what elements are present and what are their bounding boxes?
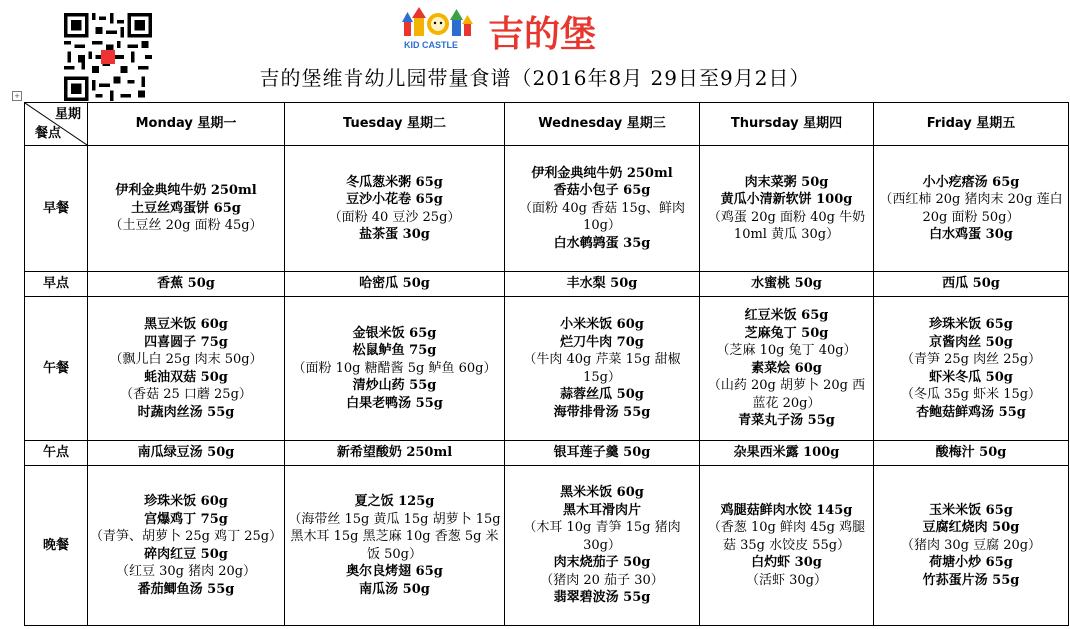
ingredient-line: （牛肉 40g 芹菜 15g 甜椒 15g） <box>523 352 681 385</box>
dish-line: 伊利金典纯牛奶 250ml <box>531 165 673 181</box>
ingredient-line: （山药 20g 胡萝卜 20g 西蓝花 20g） <box>707 378 866 411</box>
ingredient-line: （面粉 40g 香菇 15g、鲜肉 10g） <box>518 200 686 234</box>
menu-cell <box>505 466 700 626</box>
day-header: Tuesday 星期二 <box>285 103 505 146</box>
dish-line: 蒜蓉丝瓜 50g <box>560 387 644 402</box>
meal-label: 午点 <box>25 441 88 466</box>
meal-label: 早餐 <box>25 146 88 272</box>
ingredient-line: （土豆丝 20g 面粉 45g） <box>109 218 263 234</box>
meal-row <box>25 297 1069 441</box>
dish-line: 京酱肉丝 50g <box>929 334 1013 350</box>
ingredient-line: （海带丝 15g 黄瓜 15g 胡萝卜 15g 黑木耳 15g 黑芝麻 10g 香葱 5g 米饭 50g） <box>288 511 501 562</box>
dish-line: 珍珠米饭 65g <box>929 317 1013 332</box>
dish-line: 小小疙瘩汤 65g <box>922 174 1020 190</box>
dish-line: 蚝油双菇 50g <box>144 369 228 385</box>
dish-line: 青菜丸子汤 55g <box>738 413 835 429</box>
menu-cell <box>874 466 1069 626</box>
dish-line: 芝麻兔丁 50g <box>744 325 829 341</box>
dish-line: 宫爆鸡丁 75g <box>144 511 228 527</box>
menu-cell <box>505 297 700 441</box>
ingredient-line: （猪肉 30g 豆腐 20g） <box>900 537 1042 553</box>
dish-line: 素菜烩 60g <box>751 360 822 376</box>
dish-line: 伊利金典纯牛奶 250ml <box>115 183 257 199</box>
dish-line: 玉米米饭 65g <box>929 502 1013 518</box>
dish-line: 土豆丝鸡蛋饼 65g <box>131 200 241 216</box>
dish-line: 烂刀牛肉 70g <box>560 334 644 350</box>
meal-row <box>25 272 1069 297</box>
dish-line: 清炒山药 55g <box>352 378 437 394</box>
day-header: Wednesday 星期三 <box>505 103 700 146</box>
dish-line: 酸梅汁 50g <box>935 445 1007 461</box>
ingredient-line: （青笋、胡萝卜 25g 鸡丁 25g） <box>90 529 283 544</box>
menu-cell <box>700 441 874 466</box>
meal-row <box>25 146 1069 272</box>
meal-row <box>25 466 1069 626</box>
dish-line: 松鼠鲈鱼 75g <box>352 343 437 359</box>
ingredient-line: （鸡蛋 20g 面粉 40g 牛奶 10ml 黄瓜 30g） <box>707 209 866 242</box>
ingredient-line: （面粉 10g 糖醋酱 5g 鲈鱼 60g） <box>292 360 497 376</box>
ingredient-line: （香葱 10g 鲜肉 45g 鸡腿菇 35g 水饺皮 55g） <box>707 520 866 553</box>
dish-line: 黑木耳滑肉片 <box>562 502 641 518</box>
dish-line: 珍珠米饭 60g <box>144 494 228 509</box>
corner-label-weekday: 星期 <box>54 107 81 122</box>
dish-line: 翡翠碧波汤 55g <box>553 590 651 606</box>
ingredient-line: （冬瓜 35g 虾米 15g） <box>900 387 1042 402</box>
dish-line: 南瓜绿豆汤 50g <box>137 445 235 461</box>
dish-line: 海带排骨汤 55g <box>553 404 651 420</box>
dish-line: 荷塘小炒 65g <box>929 555 1013 571</box>
logo-cn-text: 吉的堡 <box>488 14 597 55</box>
dish-line: 冬瓜葱米粥 65g <box>346 174 443 190</box>
menu-cell <box>285 466 505 626</box>
menu-cell <box>505 146 700 272</box>
meal-label: 晚餐 <box>25 466 88 626</box>
dish-line: 夏之饭 125g <box>354 494 435 509</box>
corner-label-meal: 餐点 <box>35 125 62 141</box>
menu-cell <box>874 272 1069 297</box>
dish-line: 鸡腿菇鲜肉水饺 145g <box>720 502 853 518</box>
logo-latin-text: KID CASTLE <box>404 40 458 50</box>
dish-line: 碎肉红豆 50g <box>144 546 228 562</box>
dish-line: 银耳莲子羹 50g <box>553 445 651 461</box>
menu-cell <box>505 272 700 297</box>
dish-line: 豆腐红烧肉 50g <box>922 520 1020 536</box>
menu-cell <box>88 297 285 441</box>
ingredient-line: （木耳 10g 青笋 15g 猪肉 30g） <box>523 520 681 553</box>
dish-line: 豆沙小花卷 65g <box>346 192 443 207</box>
ingredient-line: （面粉 40 豆沙 25g） <box>328 209 461 225</box>
ingredient-line: （红豆 30g 猪肉 20g） <box>115 564 257 579</box>
dish-line: 香蕉 50g <box>157 276 215 292</box>
dish-line: 虾米冬瓜 50g <box>929 369 1013 385</box>
dish-line: 西瓜 50g <box>942 276 1000 292</box>
meal-label: 早点 <box>25 272 88 297</box>
page-title: 吉的堡维肯幼儿园带量食谱（2016年8月 29日至9月2日） <box>259 66 811 90</box>
dish-line: 盐茶蛋 30g <box>359 227 430 242</box>
ingredient-line: （青笋 25g 肉丝 25g） <box>900 352 1042 367</box>
kid-castle-logo <box>398 4 610 62</box>
dish-line: 小米米饭 60g <box>560 317 644 332</box>
menu-cell <box>285 441 505 466</box>
menu-cell <box>88 272 285 297</box>
ingredient-line: （香菇 25 口蘑 25g） <box>120 387 252 402</box>
dish-line: 白果老鸭汤 55g <box>346 395 443 411</box>
menu-cell <box>505 441 700 466</box>
menu-cell <box>700 146 874 272</box>
dish-line: 黑豆米饭 60g <box>144 317 228 332</box>
menu-cell <box>88 441 285 466</box>
dish-line: 黄瓜小清新软饼 100g <box>720 192 853 207</box>
ingredient-line: （西红柿 20g 猪肉末 20g 莲白 20g 面粉 50g） <box>879 192 1063 225</box>
dish-line: 白灼虾 30g <box>751 555 822 571</box>
day-header: Thursday 星期四 <box>700 103 874 146</box>
weekly-menu-table <box>24 102 1069 626</box>
menu-cell <box>285 297 505 441</box>
menu-cell <box>700 272 874 297</box>
dish-line: 南瓜汤 50g <box>359 581 430 597</box>
menu-cell <box>700 297 874 441</box>
dish-line: 丰水梨 50g <box>566 276 638 292</box>
dish-line: 香菇小包子 65g <box>553 183 651 199</box>
menu-cell <box>285 146 505 272</box>
dish-line: 杏鲍菇鲜鸡汤 55g <box>916 404 1026 420</box>
dish-line: 白水鹌鹑蛋 35g <box>553 235 651 251</box>
table-corner-header <box>25 103 88 146</box>
dish-line: 竹荪蛋片汤 55g <box>922 572 1020 588</box>
menu-cell <box>88 466 285 626</box>
meal-row <box>25 441 1069 466</box>
ingredient-line: （猪肉 20 茄子 30） <box>540 572 664 588</box>
table-move-handle-icon[interactable]: + <box>12 91 22 101</box>
dish-line: 四喜圆子 75g <box>144 334 228 350</box>
dish-line: 水蜜桃 50g <box>751 276 822 292</box>
dish-line: 金银米饭 65g <box>352 325 437 341</box>
day-header: Monday 星期一 <box>88 103 285 146</box>
menu-cell <box>874 297 1069 441</box>
ingredient-line: （活虾 30g） <box>746 572 827 588</box>
dish-line: 番茄鲫鱼汤 55g <box>137 581 235 597</box>
dish-line: 黑米米饭 60g <box>560 485 644 501</box>
dish-line: 新希望酸奶 250ml <box>336 445 453 461</box>
dish-line: 肉末烧茄子 50g <box>553 555 651 571</box>
menu-cell <box>700 466 874 626</box>
menu-cell <box>874 441 1069 466</box>
dish-line: 奥尔良烤翅 65g <box>346 564 443 579</box>
ingredient-line: （飘儿白 25g 肉末 50g） <box>109 352 263 367</box>
menu-cell <box>88 146 285 272</box>
dish-line: 红豆米饭 65g <box>744 308 829 324</box>
menu-cell <box>874 146 1069 272</box>
dish-line: 时蔬肉丝汤 55g <box>137 404 235 420</box>
dish-line: 肉末菜粥 50g <box>744 174 829 190</box>
dish-line: 白水鸡蛋 30g <box>929 227 1013 242</box>
meal-label: 午餐 <box>25 297 88 441</box>
day-header: Friday 星期五 <box>874 103 1069 146</box>
ingredient-line: （芝麻 10g 兔丁 40g） <box>716 343 857 359</box>
menu-cell <box>285 272 505 297</box>
dish-line: 哈密瓜 50g <box>359 276 430 292</box>
dish-line: 杂果西米露 100g <box>733 445 840 461</box>
